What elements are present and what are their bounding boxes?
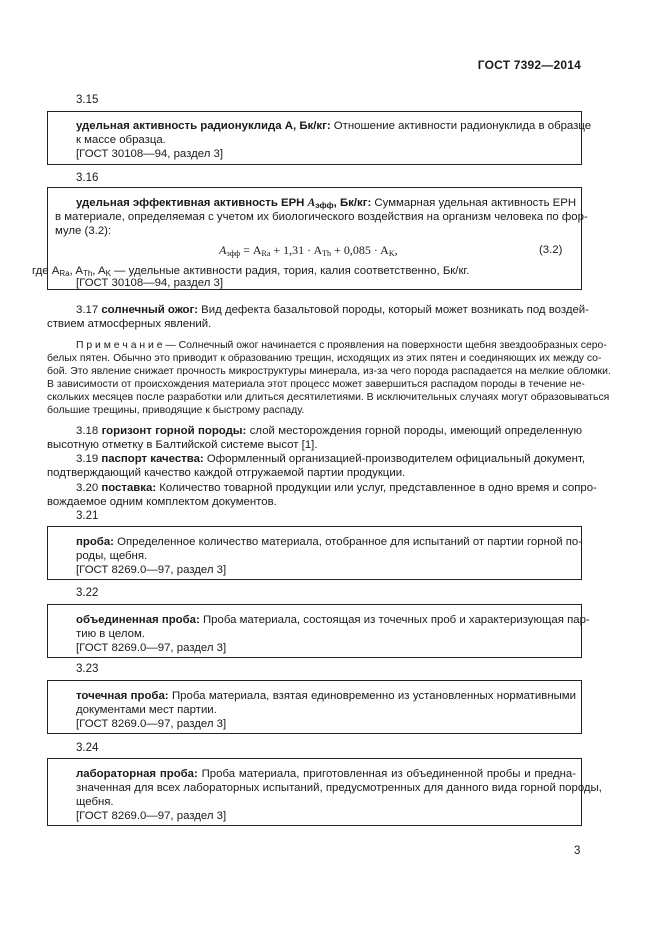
clause-3-20: 3.20 поставка: Количество товарной продукции или услуг, представленное в одно время и сопро- bbox=[76, 482, 597, 494]
note-text: скольких месяцев после разработки или длиться десятилетиями. В исключительных случаях могут образовываться bbox=[47, 392, 610, 403]
note-text: В зависимости от происхождения материала этот процесс может завершиться распадом породы в течение не- bbox=[47, 379, 585, 390]
source-reference: [ГОСТ 8269.0—97, раздел 3] bbox=[76, 718, 227, 730]
clause-number: 3.24 bbox=[76, 742, 99, 754]
clause-3-17: 3.17 солнечный ожог: Вид дефекта базальтовой породы, который может возникать под воздей- bbox=[76, 304, 589, 316]
definition-box-3-15 bbox=[47, 111, 592, 165]
definition-text: объединенная проба: Проба материала, состоящая из точечных проб и характеризующая пар- bbox=[76, 614, 590, 626]
definition-text: точечная проба: Проба материала, взятая единовременно из установленных нормативными bbox=[76, 690, 576, 702]
definition-text: в материале, определяемая с учетом их биологического воздействия на организм человека по фор- bbox=[55, 211, 588, 223]
clause-3-20-text: вождаемое одним комплектом документов. bbox=[47, 496, 277, 508]
note-text: бой. Это явление снижает прочность микроструктуры минерала, из-за чего порода распадается на мелкие обломки. bbox=[47, 366, 611, 377]
formula-legend: где $A_{Ra}$, $A_{Th}$, $A_K$ — удельные активности радия, тория, калия соответственно, Бк/кг. bbox=[32, 265, 470, 278]
source-reference: [ГОСТ 8269.0—97, раздел 3] bbox=[76, 564, 227, 576]
definition-text: документами мест партии. bbox=[76, 704, 217, 716]
definition-text: к массе образца. bbox=[76, 134, 166, 146]
definition-box-3-24 bbox=[47, 758, 602, 826]
source-reference: [ГОСТ 30108—94, раздел 3] bbox=[76, 148, 224, 160]
note-text: П р и м е ч а н и е — Солнечный ожог начинается с проявления на поверхности щебня звездообразных серо- bbox=[76, 340, 607, 351]
definition-text: муле (3.2): bbox=[55, 225, 112, 237]
clause-number: 3.23 bbox=[76, 663, 99, 675]
formula-3-2: $A_{эфф} = A_{Ra} + 1,31 \cdot A_{Th} + 0,085 \cdot A_K$, bbox=[219, 243, 398, 258]
definition-text: роды, щебня. bbox=[76, 550, 148, 562]
formula-number: (3.2) bbox=[539, 244, 563, 256]
definition-text: значенная для всех лабораторных испытаний, предусмотренных для данного вида горной породы, bbox=[76, 782, 602, 794]
clause-number: 3.16 bbox=[76, 172, 99, 184]
note-text: белых пятен. Обычно это приводит к образованию трещин, исходящих из этих пятен и соединяющих их между со- bbox=[47, 353, 602, 364]
definition-text: тию в целом. bbox=[76, 628, 145, 640]
clause-number: 3.22 bbox=[76, 587, 99, 599]
clause-number: 3.21 bbox=[76, 510, 99, 522]
definition-text: проба: Определенное количество материала, отобранное для испытаний от партии горной по- bbox=[76, 536, 583, 548]
definition-box-3-23 bbox=[47, 680, 582, 734]
page-number: 3 bbox=[574, 845, 581, 857]
document-header: ГОСТ 7392—2014 bbox=[477, 58, 581, 72]
definition-text: щебня. bbox=[76, 796, 114, 808]
definition-box-3-16 bbox=[32, 187, 588, 290]
clause-3-17-text: ствием атмосферных явлений. bbox=[47, 318, 212, 330]
definition-text: удельная эффективная активность ЕРН $A_{эфф}$, Бк/кг: Суммарная удельная активность ЕРН bbox=[76, 197, 577, 210]
source-reference: [ГОСТ 8269.0—97, раздел 3] bbox=[76, 810, 227, 822]
definition-box-3-22 bbox=[47, 604, 590, 658]
source-reference: [ГОСТ 30108—94, раздел 3] bbox=[76, 277, 224, 289]
clause-3-18: 3.18 горизонт горной породы: слой месторождения горной породы, имеющий определенную bbox=[76, 425, 583, 437]
source-reference: [ГОСТ 8269.0—97, раздел 3] bbox=[76, 642, 227, 654]
definition-text: лабораторная проба: Проба материала, приготовленная из объединенной пробы и предна- bbox=[76, 768, 577, 780]
clause-3-19: 3.19 паспорт качества: Оформленный организацией-производителем официальный документ, bbox=[76, 453, 585, 465]
definition-box-3-21 bbox=[47, 526, 582, 580]
clause-number: 3.15 bbox=[76, 94, 99, 106]
clause-3-19-text: подтверждающий качество каждой отгружаемой партии продукции. bbox=[47, 467, 406, 479]
clause-3-18-text: высотную отметку в Балтийской системе высот [1]. bbox=[47, 439, 318, 451]
note-text: большие трещины, приводящие к быстрому распаду. bbox=[47, 405, 305, 416]
definition-text: удельная активность радионуклида А, Бк/кг: Отношение активности радионуклида в образце bbox=[76, 120, 592, 132]
